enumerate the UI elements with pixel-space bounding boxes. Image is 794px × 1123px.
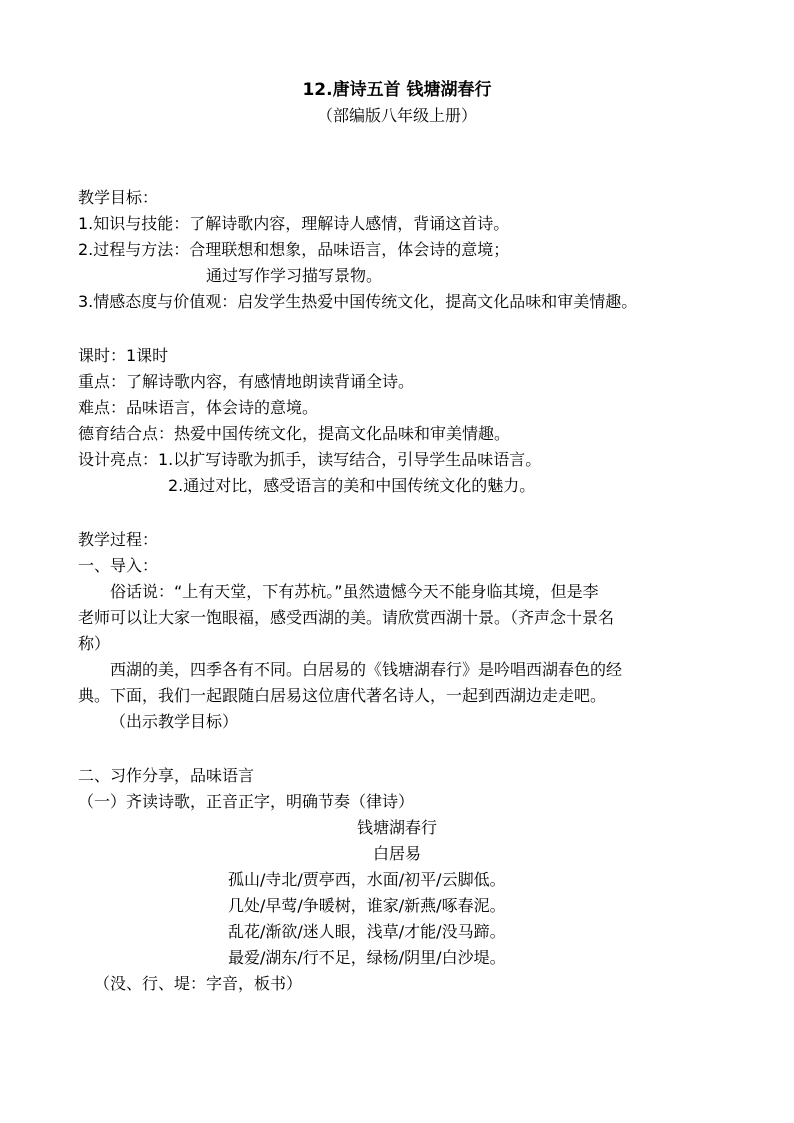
difficulty: 难点：品味语言，体会诗的意境。 xyxy=(78,398,319,417)
intro-heading: 一、导入： xyxy=(78,556,159,575)
paragraph-line: （出示教学目标） xyxy=(110,712,239,731)
poem-line: 孤山/寺北/贾亭西，水面/初平/云脚低。 xyxy=(228,870,506,889)
paragraph-line: 俗话说：“上有天堂，下有苏杭。”虽然遗憾今天不能身临其境，但是李 xyxy=(110,582,599,601)
poem-line: 几处/早莺/争暖树，谁家/新燕/啄春泥。 xyxy=(228,896,506,915)
moral-education: 德育结合点：热爱中国传统文化，提高文化品味和审美情趣。 xyxy=(78,424,511,443)
paragraph-line: 典。下面，我们一起跟随白居易这位唐代著名诗人，一起到西湖边走走吧。 xyxy=(78,686,607,705)
paragraph-line: 西湖的美，四季各有不同。白居易的《钱塘湖春行》是吟唱西湖春色的经 xyxy=(110,660,623,679)
poem-note: （没、行、堤：字音，板书） xyxy=(94,974,303,993)
document-title: 12.唐诗五首 钱塘湖春行 xyxy=(302,80,492,100)
process-heading: 教学过程： xyxy=(78,530,159,549)
objectives-heading: 教学目标： xyxy=(78,188,159,207)
objective-item: 2.过程与方法：合理联想和想象，品味语言，体会诗的意境； xyxy=(78,240,510,259)
design-highlight: 设计亮点：1.以扩写诗歌为抓手，读写结合，引导学生品味语言。 xyxy=(78,450,542,469)
paragraph-line: 称） xyxy=(78,634,111,653)
poem-line: 乱花/渐欲/迷人眼，浅草/才能/没马蹄。 xyxy=(228,922,506,941)
objective-item-continuation: 通过写作学习描写景物。 xyxy=(206,266,383,285)
objective-item: 1.知识与技能：了解诗歌内容，理解诗人感情，背诵这首诗。 xyxy=(78,214,510,233)
paragraph-line: 老师可以让大家一饱眼福，感受西湖的美。请欣赏西湖十景。（齐声念十景名 xyxy=(78,608,615,627)
subsection-heading: （一）齐读诗歌，正音正字，明确节奏（律诗） xyxy=(78,792,415,811)
poem-title: 钱塘湖春行 xyxy=(356,818,437,837)
section-heading: 二、习作分享，品味语言 xyxy=(78,766,255,785)
class-hours: 课时：1课时 xyxy=(78,346,169,365)
key-point: 重点：了解诗歌内容，有感情地朗读背诵全诗。 xyxy=(78,372,415,391)
design-highlight-continuation: 2.通过对比，感受语言的美和中国传统文化的魅力。 xyxy=(168,476,536,495)
poem-line: 最爱/湖东/行不足，绿杨/阴里/白沙堤。 xyxy=(228,948,506,967)
objective-item: 3.情感态度与价值观：启发学生热爱中国传统文化，提高文化品味和审美情趣。 xyxy=(78,292,638,311)
poem-author: 白居易 xyxy=(372,844,421,863)
document-subtitle: （部编版八年级上册） xyxy=(316,106,477,125)
